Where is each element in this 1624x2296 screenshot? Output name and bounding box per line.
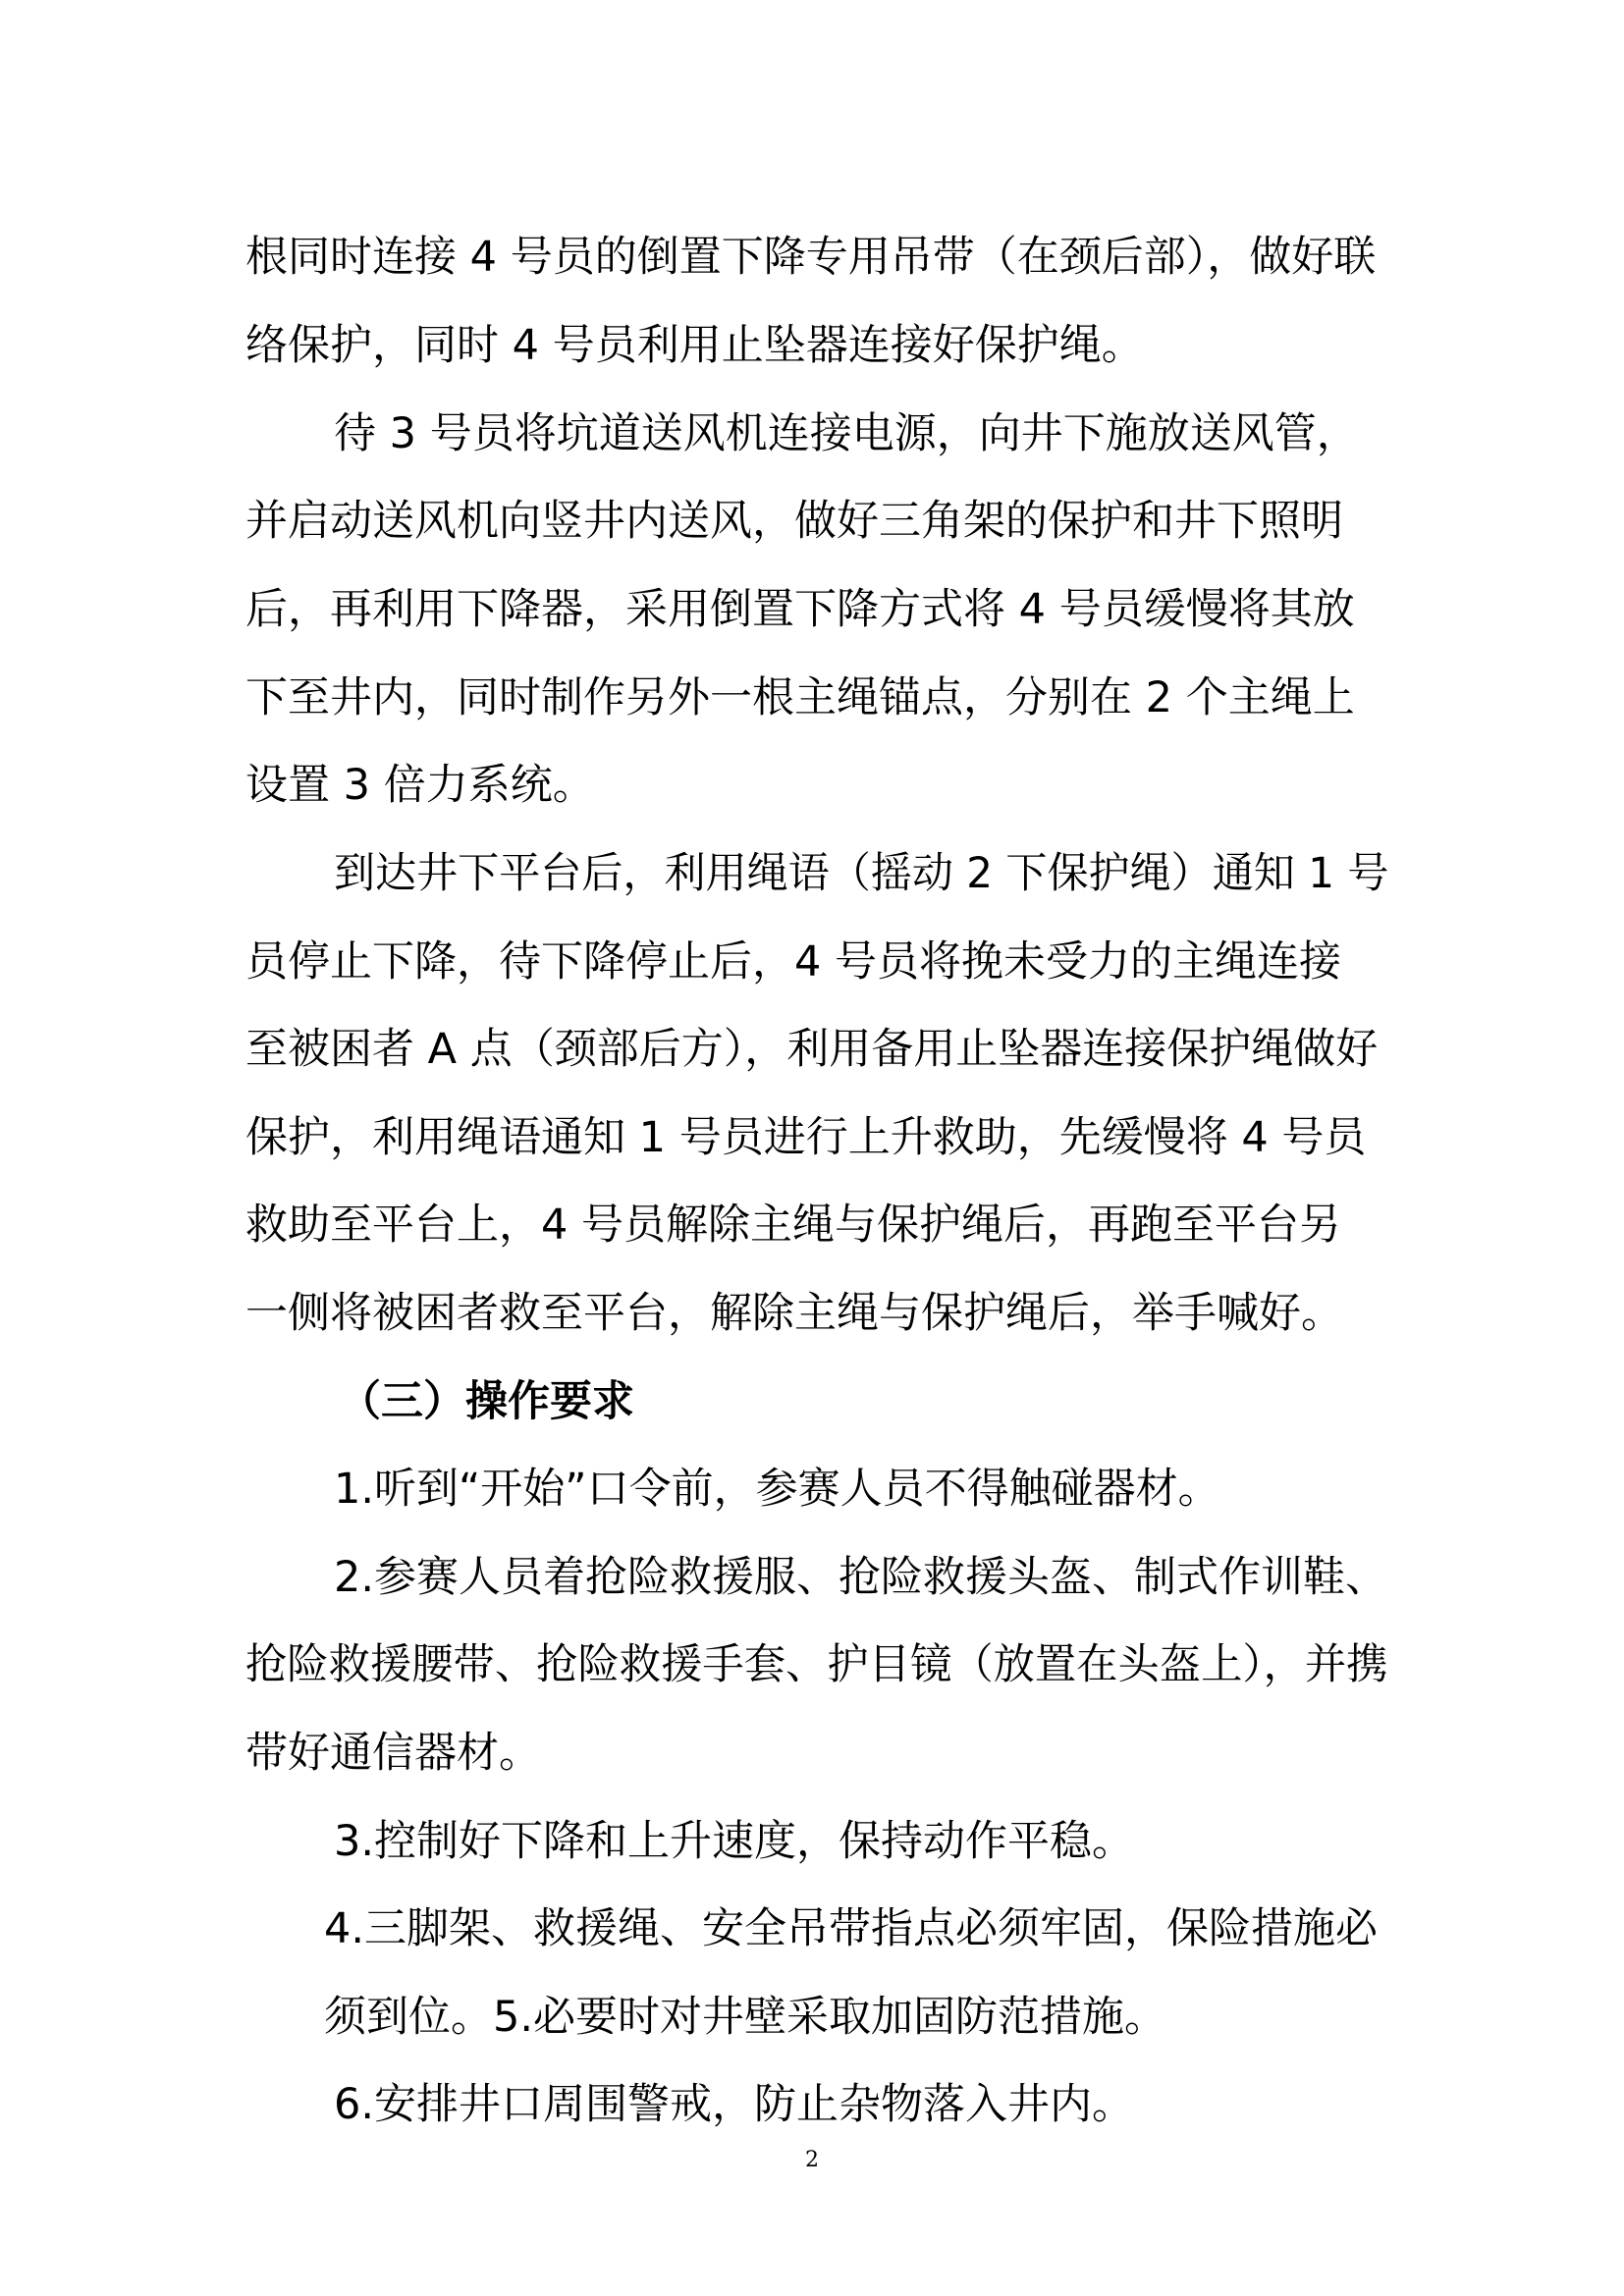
text-line-5: 后，再利用下降器，采用倒置下降方式将 4 号员缓慢将其放 [245, 585, 1355, 634]
text-line-2: 络保护，同时 4 号员利用止坠器连接好保护绳。 [245, 321, 1144, 370]
text-line-22: 6.安排井口周围警戒，防止杂物落入井内。 [334, 2080, 1135, 2129]
section-heading: （三）操作要求 [339, 1377, 634, 1426]
text-line-15: 1.听到“开始”口令前，参赛人员不得触碰器材。 [334, 1465, 1220, 1514]
text-line-7: 设置 3 倍力系统。 [245, 761, 595, 810]
text-line-19: 3.控制好下降和上升速度，保持动作平稳。 [334, 1817, 1135, 1866]
text-line-16: 2.参赛人员着抢险救援服、抢险救援头盔、制式作训鞋、 [334, 1553, 1388, 1602]
text-line-4: 并启动送风机向竖井内送风，做好三角架的保护和井下照明 [245, 497, 1343, 546]
text-line-17: 抢险救援腰带、抢险救援手套、护目镜（放置在头盔上），并携 [245, 1640, 1388, 1689]
text-line-6: 下至井内，同时制作另外一根主绳锚点，分别在 2 个主绳上 [245, 673, 1355, 722]
text-line-12: 救助至平台上，4 号员解除主绳与保护绳后，再跑至平台另 [245, 1201, 1342, 1250]
text-line-10: 至被困者 A 点（颈部后方），利用备用止坠器连接保护绳做好 [245, 1025, 1379, 1074]
text-line-18: 带好通信器材。 [245, 1729, 541, 1778]
text-line-8: 到达井下平台后，利用绳语（摇动 2 下保护绳）通知 1 号 [334, 849, 1389, 898]
text-line-9: 员停止下降，待下降停止后，4 号员将挽未受力的主绳连接 [245, 937, 1342, 987]
text-line-11: 保护，利用绳语通知 1 号员进行上升救助，先缓慢将 4 号员 [245, 1113, 1367, 1162]
text-line-13: 一侧将被困者救至平台，解除主绳与保护绳后，举手喊好。 [245, 1289, 1343, 1338]
page-number: 2 [805, 2148, 819, 2172]
text-line-20: 4.三脚架、救援绳、安全吊带指点必须牢固，保险措施必 [324, 1904, 1379, 1953]
text-line-1: 根同时连接 4 号员的倒置下降专用吊带（在颈后部），做好联 [245, 233, 1377, 282]
text-line-3: 待 3 号员将坑道送风机连接电源，向井下施放送风管， [334, 409, 1359, 458]
text-line-21: 须到位。5.必要时对井壁采取加固防范措施。 [324, 1993, 1167, 2042]
